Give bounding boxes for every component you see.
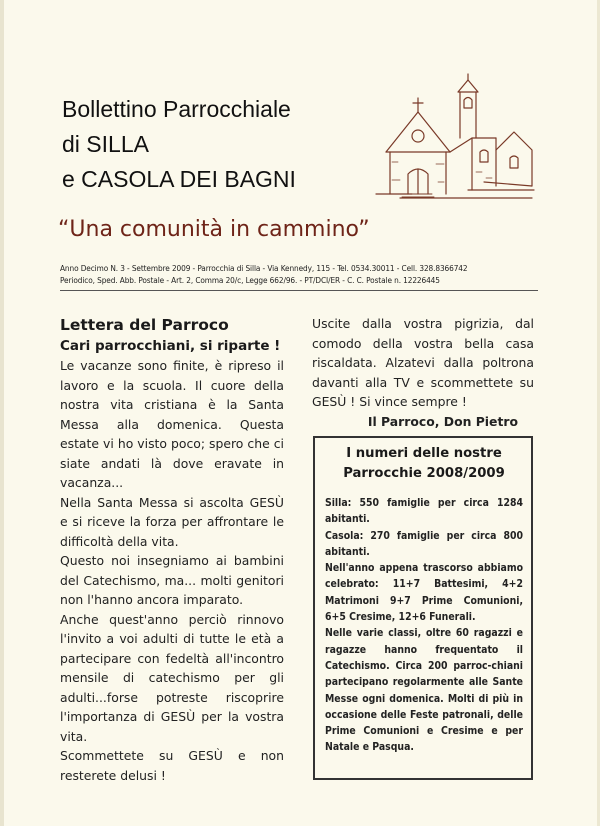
publication-info [60, 262, 550, 286]
masthead-title-line-1: Bollettino Parrocchiale [62, 96, 291, 122]
masthead-title-line-3: e CASOLA DEI BAGNI [62, 166, 296, 192]
numbers-item-silla: Silla: 550 famiglie per circa 1284 abitanti. [325, 497, 523, 526]
right-column [312, 314, 534, 432]
masthead-title [62, 92, 382, 197]
masthead-title-line-2: di SILLA [62, 131, 149, 157]
header-divider [60, 290, 538, 291]
parish-numbers-box [313, 436, 533, 780]
letter-continuation: Uscite dalla vostra pigrizia, dal comodo della vostra bella casa riscaldata. Alzatevi dalla poltrona davanti alla TV e scommettete su GESÙ ! Si vince sempre ! [312, 316, 534, 409]
letter-paragraph-4: Anche quest'anno perciò rinnovo l'invito a voi adulti di tutte le età a partecipare con fedeltà all'incontro mensile di catechismo per gli adulti...forse potreste riscoprire l'importanza di GESÙ per la vostra vita. [60, 611, 284, 744]
numbers-item-catechism: Nelle varie classi, oltre 60 ragazzi e ragazze hanno frequentato il Catechismo. Circa 200 parroc-chiani partecipano regolarmente alle Sante Messe ogni domenica. Molti di più in occasione delle Feste patronali, delle Prime Comunioni e Cresime e per Natale e Pasqua. [325, 627, 523, 754]
letter-paragraph-1: Le vacanze sono finite, è ripreso il lavoro e la scuola. Il cuore della nostra vita cristiana è la Santa Messa alla domenica. Questa estate vi ho visto poco; spero che ci siate andati là dove eravate in vacanza... [60, 358, 284, 490]
letter-paragraph-2: Nella Santa Messa si ascolta GESÙ e si riceve la forza per affrontare le difficoltà della vita. [60, 494, 284, 549]
publication-info-line-2: Periodico, Sped. Abb. Postale - Art. 2, Comma 20/c, Legge 662/96. - PT/DCI/ER - C. C. Postale n. 12226445 [60, 275, 440, 285]
letter-paragraph-3: Questo noi insegniamo ai bambini del Catechismo, ma... molti genitori non l'hanno ancora imparato. [60, 553, 284, 607]
numbers-box-title-line-1: I numeri delle nostre [346, 446, 502, 461]
numbers-box-body [325, 495, 523, 756]
numbers-item-casola: Casola: 270 famiglie per circa 800 abitanti. [325, 529, 523, 558]
motto: “Una comunità in cammino” [58, 217, 370, 242]
publication-info-line-1: Anno Decimo N. 3 - Settembre 2009 - Parrocchia di Silla - Via Kennedy, 115 - Tel. 0534.30011 - Cell. 328.8366742 [60, 263, 468, 273]
page-edge-left [0, 0, 4, 826]
left-column [60, 314, 284, 785]
numbers-box-title-line-2: Parrocchie 2008/2009 [343, 466, 505, 481]
letter-signature: Il Parroco, Don Pietro [367, 413, 518, 429]
church-drawing-icon [372, 72, 538, 204]
numbers-item-celebrations: Nell'anno appena trascorso abbiamo celebrato: 11+7 Battesimi, 4+2 Matrimoni 9+7 Prime Comunioni, 6+5 Cresime, 12+6 Funerali. [325, 562, 523, 624]
letter-paragraph-5: Scommettete su GESÙ e non resterete delusi ! [60, 748, 284, 783]
letter-heading: Lettera del Parroco [60, 316, 229, 334]
letter-greeting: Cari parrocchiani, si riparte ! [60, 338, 281, 354]
